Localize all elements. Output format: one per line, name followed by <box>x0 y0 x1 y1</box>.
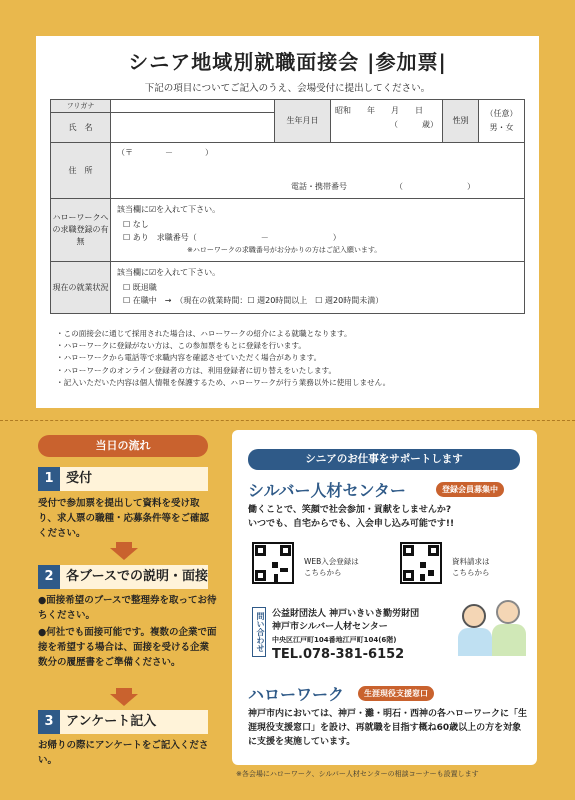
notes-list <box>56 328 526 389</box>
birth-label: 生年月日 <box>275 100 331 143</box>
step-number: 2 <box>38 565 60 589</box>
hellowork-option-yes[interactable]: ☐ あり 求職番号（ － ） <box>123 233 341 242</box>
step-1-text: 受付で参加票を提出して資料を受け取り、求人票の職種・応募条件等をご確認ください。 <box>38 498 210 539</box>
form-subtitle: 下記の項目についてご記入のうえ、会場受付に提出してください。 <box>144 83 431 94</box>
step-2 <box>38 565 208 589</box>
org-address: 中央区江戸町104番地江戸町104(6階) <box>272 636 397 644</box>
qr-code-web-registration[interactable] <box>252 542 294 584</box>
hellowork-note: ※ハローワークの求職番号がお分かりの方はご記入願います。 <box>187 246 382 254</box>
qr2-label: 資料請求は こちらから <box>452 557 490 577</box>
hellowork-field[interactable] <box>111 199 525 262</box>
step-number: 1 <box>38 467 60 491</box>
step-label: アンケート記入 <box>66 714 157 729</box>
hellowork-instruction: 該当欄に☑を入れて下さい。 <box>117 205 221 214</box>
flow-heading: 当日の流れ <box>38 435 208 457</box>
support-heading: シニアのお仕事をサポートします <box>248 449 520 470</box>
birth-value-era: 昭和 年 月 日 <box>335 106 423 115</box>
step-number: 3 <box>38 710 60 734</box>
employment-option-employed[interactable]: ☐ 在職中 → （現在の就業時間：☐ 週20時間以上 ☐ 週20時間未満） <box>123 296 384 305</box>
employment-option-retired[interactable]: ☐ 既退職 <box>123 283 157 292</box>
silver-center-title: シルバー人材センター <box>248 481 406 500</box>
note-item: ・ハローワークのオンライン登録者の方は、利用登録者に切り替えをいたします。 <box>56 365 337 375</box>
name-label: 氏 名 <box>51 113 111 143</box>
note-item: ・この面接会に通じて採用された場合は、ハローワークの紹介による就職となります。 <box>56 329 352 338</box>
registration-table <box>50 99 525 314</box>
qr-code-document-request[interactable] <box>400 542 442 584</box>
postal-code: （〒 － ） <box>117 148 213 157</box>
birth-value-age: （ 歳） <box>390 120 438 129</box>
flow-arrow-icon <box>110 694 138 706</box>
step-2-text-2: ●何社でも面接可能です。複数の企業で面接を希望する場合は、面接を受ける企業数分の履歴書をご準備ください。 <box>38 627 217 668</box>
silver-recruit-tag: 登録会員募集中 <box>436 482 504 497</box>
phone-field[interactable]: （ ） <box>395 182 475 191</box>
note-item: ・ハローワークから電話等で求職内容を確認させていただく場合があります。 <box>56 353 322 363</box>
footnote: ※各会場にハローワーク、シルバー人材センターの相談コーナーも設置します <box>236 770 479 778</box>
furigana-field[interactable] <box>111 100 275 113</box>
hellowork-tag: 生涯現役支援窓口 <box>358 686 434 701</box>
gender-value: 男・女 <box>489 123 514 132</box>
contact-label: 問い合わせ <box>252 607 266 657</box>
cut-line <box>0 420 575 421</box>
form-title: シニア地域別就職面接会 |参加票| <box>128 50 447 74</box>
gender-field[interactable] <box>479 100 525 143</box>
birth-field[interactable] <box>331 100 443 143</box>
org-name-2: 神戸市シルバー人材センター <box>272 622 388 632</box>
flow-arrow-icon <box>110 548 138 560</box>
employment-field[interactable] <box>111 262 525 314</box>
silver-text-1: 働くことで、笑顔で社会参加・貢献をしませんか? <box>248 505 452 515</box>
hellowork-option-none[interactable]: ☐ なし <box>123 220 149 229</box>
silver-text-2: いつでも、自宅からでも、入会申し込み可能です!! <box>248 519 455 529</box>
gender-note: （任意） <box>485 109 518 118</box>
note-item: ・ハローワークに登録がない方は、この参加票をもとに登録を行います。 <box>56 341 306 351</box>
senior-illustration <box>458 596 530 658</box>
step-3 <box>38 710 208 734</box>
step-label: 受付 <box>66 471 93 486</box>
registration-form-card <box>36 36 539 408</box>
employment-instruction: 該当欄に☑を入れて下さい。 <box>117 268 221 277</box>
step-1 <box>38 467 208 491</box>
gender-label: 性別 <box>443 100 479 143</box>
address-field[interactable] <box>111 143 525 199</box>
hellowork-label: ハローワークへの求職登録の有無 <box>51 199 111 262</box>
note-item: ・記入いただいた内容は個人情報を保護するため、ハローワークが行う業務以外に使用しません。 <box>56 377 391 387</box>
hellowork-text: 神戸市内においては、神戸・灘・明石・西神の各ハローワークに「生涯現役支援窓口」を設け、再就職を目指す概ね60歳以上の方を対象に支援を実施しています。 <box>248 709 528 747</box>
step-label: 各ブースでの説明・面接 <box>66 569 208 584</box>
address-label: 住 所 <box>51 143 111 199</box>
employment-label: 現在の就業状況 <box>51 262 111 314</box>
name-field[interactable] <box>111 113 275 143</box>
step-2-text-1: ●面接希望のブースで整理券を取ってお待ちください。 <box>38 595 217 621</box>
hellowork-title: ハローワーク <box>248 685 345 704</box>
step-3-text: お帰りの際にアンケートをご記入ください。 <box>38 740 209 766</box>
org-name-1: 公益財団法人 神戸いきいき勤労財団 <box>272 609 420 619</box>
qr1-label: WEB入会登録は こちらから <box>304 557 359 577</box>
furigana-label: フリガナ <box>51 100 111 113</box>
phone-label: 電話・携帯番号 <box>291 182 347 191</box>
org-phone[interactable]: TEL.078-381-6152 <box>272 647 405 662</box>
